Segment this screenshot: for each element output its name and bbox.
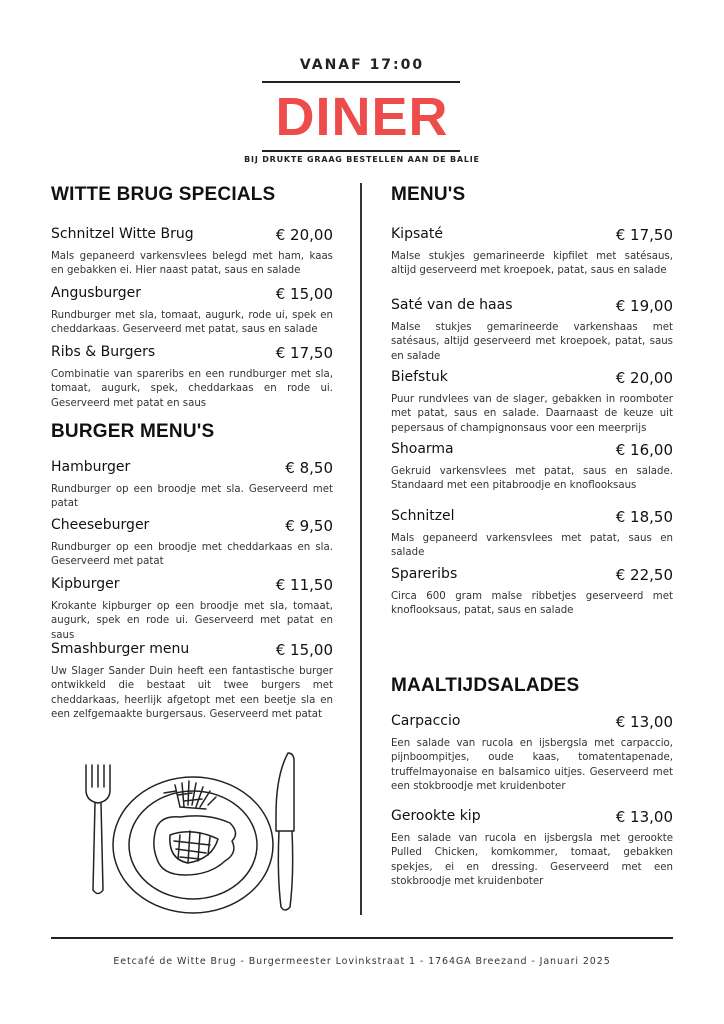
item-price: € 15,00 — [275, 285, 333, 303]
footer-text: Eetcafé de Witte Brug - Burgermeester Lovinkstraat 1 - 1764GA Breezand - Januari 2025 — [113, 956, 611, 967]
item-price: € 13,00 — [615, 713, 673, 731]
steak-icon — [154, 816, 236, 875]
menu-item — [51, 517, 333, 570]
item-name: Kipsaté — [391, 226, 443, 242]
menu-item — [391, 441, 673, 494]
item-name: Shoarma — [391, 441, 454, 457]
section-title-burgers: BURGER MENU'S — [51, 421, 215, 442]
item-name: Carpaccio — [391, 713, 461, 729]
section-title-menus: MENU'S — [391, 184, 466, 205]
item-price: € 11,50 — [275, 576, 333, 594]
item-price: € 9,50 — [285, 517, 333, 535]
menu-item — [391, 226, 673, 279]
item-price: € 13,00 — [615, 808, 673, 826]
menu-item — [51, 576, 333, 643]
item-description: Combinatie van spareribs en een rundburger met sla, tomaat, augurk, spek, cheddarkaas en rode ui. Geserveerd met patat en saus — [51, 369, 333, 409]
menu-item — [391, 508, 673, 561]
menu-item — [51, 344, 333, 411]
item-description: Rundburger op een broodje met sla. Geserveerd met patat — [51, 484, 333, 510]
item-name: Spareribs — [391, 566, 458, 582]
item-name: Smashburger menu — [51, 641, 190, 657]
menu-item — [51, 285, 333, 338]
item-price: € 15,00 — [275, 641, 333, 659]
item-description: Circa 600 gram malse ribbetjes geserveerd met knoflooksaus, patat, saus en salade — [391, 591, 673, 617]
item-description: Malse stukjes gemarineerde varkenshaas met satésaus, altijd geserveerd met kroepoek, patat, saus en salade — [391, 322, 673, 362]
item-description: Rundburger met sla, tomaat, augurk, rode ui, spek en cheddarkaas. Geserveerd met patat, saus en salade — [51, 310, 333, 336]
section-title-salads: MAALTIJDSALADES — [391, 675, 580, 696]
top-label: VANAF 17:00 — [299, 57, 425, 73]
item-price: € 19,00 — [615, 297, 673, 315]
menu-item — [51, 641, 333, 723]
item-description: Puur rundvlees van de slager, gebakken in roomboter met patat, saus en salade. Daarnaast de keuze uit pepersaus of champignonsaus voor een meerprijs — [391, 394, 673, 434]
item-name: Hamburger — [51, 459, 131, 475]
item-description: Gekruid varkensvlees met patat, saus en salade. Standaard met een pitabroodje en knoflooksaus — [391, 466, 673, 492]
fries-icon — [164, 781, 216, 809]
plate-illustration — [80, 735, 305, 915]
menu-item — [391, 297, 673, 364]
page-subtitle: BIJ DRUKTE GRAAG BESTELLEN AAN DE BALIE — [244, 155, 480, 164]
item-description: Een salade van rucola en ijsbergsla met carpaccio, pijnboompitjes, oude kaas, tomatentapenade, truffelmayonaise en balsamico uitjes. Geserveerd met een stokbroodje met kruidenboter — [391, 738, 673, 793]
page-title: DINER — [275, 87, 449, 147]
knife-icon — [276, 753, 294, 910]
item-description: Krokante kipburger op een broodje met sla, tomaat, augurk, spek en rode ui. Geserveerd met patat en saus — [51, 601, 333, 641]
item-name: Schnitzel Witte Brug — [51, 226, 194, 242]
item-name: Saté van de haas — [391, 297, 513, 313]
item-name: Biefstuk — [391, 369, 448, 385]
item-name: Ribs & Burgers — [51, 344, 156, 360]
header-rule-bottom — [262, 150, 460, 152]
footer-rule — [51, 937, 673, 939]
item-price: € 18,50 — [615, 508, 673, 526]
fork-icon — [86, 765, 110, 894]
menu-item — [51, 226, 333, 279]
item-name: Schnitzel — [391, 508, 455, 524]
item-description: Rundburger op een broodje met cheddarkaas en sla. Geserveerd met patat — [51, 542, 333, 568]
menu-item — [391, 808, 673, 890]
menu-item — [391, 566, 673, 619]
column-divider — [360, 183, 362, 915]
item-price: € 20,00 — [615, 369, 673, 387]
item-price: € 16,00 — [615, 441, 673, 459]
item-price: € 22,50 — [615, 566, 673, 584]
section-title-specials: WITTE BRUG SPECIALS — [51, 184, 276, 205]
item-price: € 8,50 — [285, 459, 333, 477]
item-name: Angusburger — [51, 285, 142, 301]
item-price: € 20,00 — [275, 226, 333, 244]
item-price: € 17,50 — [615, 226, 673, 244]
item-name: Cheeseburger — [51, 517, 150, 533]
menu-item — [51, 459, 333, 512]
menu-item — [391, 369, 673, 436]
item-description: Malse stukjes gemarineerde kipfilet met satésaus, altijd geserveerd met kroepoek, patat, saus en salade — [391, 251, 673, 277]
item-name: Gerookte kip — [391, 808, 481, 824]
menu-item — [391, 713, 673, 795]
item-name: Kipburger — [51, 576, 120, 592]
item-description: Uw Slager Sander Duin heeft een fantastische burger ontwikkeld die bestaat uit twee burgers met cheddarkaas, heerlijk afgetopt met een beetje sla en een zelfgemaakte burgersaus. Geserveerd met patat — [51, 666, 333, 721]
item-description: Mals gepaneerd varkensvlees belegd met ham, kaas en gebakken ei. Hier naast patat, saus en salade — [51, 251, 333, 277]
item-description: Een salade van rucola en ijsbergsla met gerookte Pulled Chicken, komkommer, tomaat, gebakken spekjes, ei en dressing. Geserveerd met een stokbroodje met kruidenboter — [391, 833, 673, 888]
item-description: Mals gepaneerd varkensvlees met patat, saus en salade — [391, 533, 673, 559]
item-price: € 17,50 — [275, 344, 333, 362]
